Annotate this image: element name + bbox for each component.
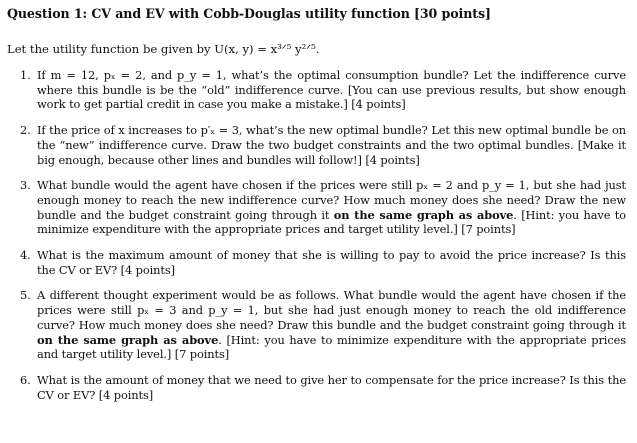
question-text: If the price of x increases to p′ₓ = 3, what’s the new optimal bundle? Let this new optimal bundle be on the “new” indifference curve. Draw the two budget constraints and the two optimal bundles. [Make it big enough, because other lines and bundles will follow!] [4 points] bbox=[37, 123, 626, 167]
question-title: Question 1: CV and EV with Cobb-Douglas utility function [30 points] bbox=[7, 6, 491, 21]
emphasis-text: on the same graph as above bbox=[37, 332, 219, 347]
question-text: What is the maximum amount of money that she is willing to pay to avoid the price increase? Is this the CV or EV? [4 points] bbox=[37, 248, 626, 277]
emphasis-text: on the same graph as above bbox=[333, 207, 514, 222]
question-text-after: . [Hint: you have to minimize expenditure with the appropriate prices and target utility level.] [7 points] bbox=[37, 207, 627, 237]
question-number: 4. bbox=[20, 248, 31, 263]
question-number: 3. bbox=[20, 178, 31, 193]
question-number: 5. bbox=[20, 288, 31, 303]
question-number: 6. bbox=[20, 372, 31, 387]
question-number: 1. bbox=[20, 68, 31, 82]
question-number: 2. bbox=[20, 123, 31, 138]
question-text-before: A different thought experiment would be as follows. What bundle would the agent have chosen if the prices were still pₓ = 3 and p_y = 1, but she had just enough money to reach the old indifference curve? How much money does she need? Draw this bundle and the budget constraint going through it bbox=[37, 288, 626, 332]
question-item-1 bbox=[7, 68, 630, 112]
question-text: What is the amount of money that we need to give her to compensate for the price increase? Is this the CV or EV? [4 points] bbox=[37, 372, 626, 402]
question-item-4 bbox=[7, 248, 630, 277]
question-text-before: What bundle would the agent have chosen if the prices were still pₓ = 2 and p_y = 1, but she had just enough money to reach the new indifference curve? How much money does she need? Draw the new bundle and the budget constraint going through it bbox=[37, 178, 626, 222]
question-item-5 bbox=[7, 288, 630, 362]
question-item-6 bbox=[7, 373, 630, 402]
question-item-3 bbox=[7, 178, 630, 237]
question-text: If m = 12, pₓ = 2, and p_y = 1, what’s the optimal consumption bundle? Let the indifference curve where this bundle is be the “old” indifference curve. [You can use previous results, but show enough work to get partial credit in case you make a mistake.] [4 points] bbox=[37, 68, 626, 112]
question-item-2 bbox=[7, 123, 630, 167]
question-text-after: . [Hint: you have to minimize expenditure with the appropriate prices and target utility level.] [7 points] bbox=[37, 332, 626, 362]
question-list bbox=[7, 68, 630, 402]
intro-text: Let the utility function be given by U(x, y) = x³ᐟ⁵ y²ᐟ⁵. bbox=[7, 42, 320, 56]
